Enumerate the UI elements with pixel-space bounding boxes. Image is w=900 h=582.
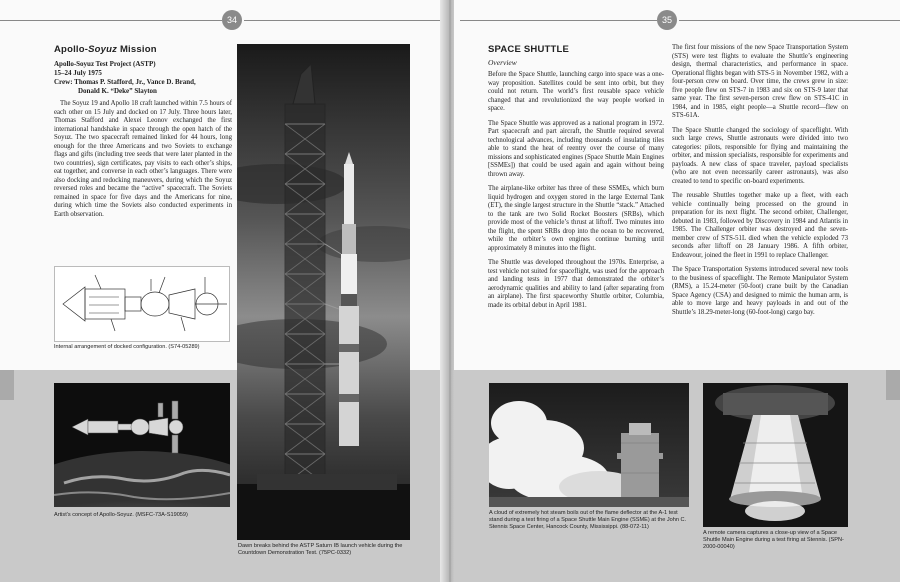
- mission-dates: 15–24 July 1975: [54, 69, 102, 77]
- apollo-soyuz-body: [54, 100, 232, 219]
- apollo-soyuz-concept-drawing: [54, 383, 230, 507]
- apollo-soyuz-concept-image: [54, 383, 230, 507]
- caption-apollo-soyuz-concept: Artist’s concept of Apollo-Soyuz. (MSFC-73A-S19059): [54, 512, 188, 518]
- steam-photo-drawing: [489, 383, 689, 507]
- shuttle-paragraph-6: The Space Shuttle changed the sociology of spaceflight. With such large crews, Shuttle astronauts were divided into two categories: pilots, responsible for flying and maintaining the orbiter, and mission specialists, responsible for experiments and payloads. A new class of space traveler, payload specialists (who are not even necessarily career astronauts), was also created to tend to specific on-board experiments.: [672, 126, 848, 185]
- shuttle-paragraph-7: The reusable Shuttles together make up a fleet, with each vehicle continually being processed on the ground in preparation for its next flight. The second orbiter, Challenger, debuted in 1983, followed by Discovery in 1984 and Atlantis in 1985. The Challenger orbiter was destroyed and the seven-member crew of STS-51L died when the vehicle exploded 73 seconds after liftoff on 28 January 1986. A fifth orbiter, Endeavour, joined the fleet in 1991 to replace Challenger.: [672, 192, 848, 259]
- left-header-rule-2: [244, 20, 440, 21]
- saturn-ib-drawing: [237, 44, 410, 540]
- shuttle-paragraph-5: The first four missions of the new Space Transportation System (STS) were test flights to evaluate the Shuttle’s engineering design, thermal characteristics, and performance in space. Operational flights began with STS-5 in November 1982, with a four-person crew on board. Over time, the crews grew in size: five people flew on STS-7 in 1983 and six on STS-9 later that same year. The first seven-person crew flew on STS-41C in 1984, and in 1985, eight people—a Shuttle record—flew on STS-61A.: [672, 44, 848, 119]
- apollo-soyuz-paragraph: The Soyuz 19 and Apollo 18 craft launched within 7.5 hours of each other on 15 July and docked on 17 July. Three hours later, Thomas Stafford and Alexei Leonov exchanged the first international handshake in space through the open hatch of the Soyuz. The two spacecraft remained linked for 44 hours, long enough for the three Americans and two Soviets to exchange flags and gifts (including tree seeds that were later planted in the two countries), sign certificates, pay visits to each other’s ships, eat together, and converse in each other’s languages. There were also docking and redocking maneuvers, during which the Soyuz reversed roles and became the “active” spacecraft. The Soviets remained in space for five days and the Americans for nine, during which time the Soviets also conducted experiments in Earth observation.: [54, 100, 232, 218]
- caption-steam-photo: A cloud of extremely hot steam boils out of the flame deflector at the A-1 test stand during a test firing of a Space Shuttle Main Engine (SSME) at the John C. Stennis Space Center, Hancock County, Mississippi. (88-072-11): [489, 510, 687, 530]
- page-number-right: 35: [657, 10, 677, 30]
- docked-diagram-drawing: [55, 267, 229, 341]
- section-title-apollo-soyuz: Apollo-Soyuz Mission: [54, 44, 157, 55]
- section-title-space-shuttle: SPACE SHUTTLE: [488, 44, 570, 55]
- ssme-closeup-photo: [703, 383, 848, 527]
- shuttle-paragraph-2: The Space Shuttle was approved as a national program in 1972. Part spacecraft and part aircraft, the Shuttle required several technological advances, including thousands of insulating tiles able to stand the heat of reentry over the course of many missions and sophisticated engines (Space Shuttle Main Engines [SSMEs]) that could be used again and again without being thrown away.: [488, 119, 664, 178]
- shuttle-paragraph-4: The Shuttle was developed throughout the 1970s. Enterprise, a test vehicle not suited for spaceflight, was used for the approach and landing tests in 1977 that demonstrated the orbiter’s aerodynamic qualities and ability to land (after separating from an airplane). The first spaceworthy Shuttle orbiter, Columbia, made its orbital debut in April 1981.: [488, 259, 664, 309]
- left-header-rule: [0, 20, 222, 21]
- ssme-closeup-drawing: [703, 383, 848, 527]
- shuttle-body-col1: [488, 71, 664, 310]
- engine-test-steam-photo: [489, 383, 689, 507]
- space-shuttle-col2: [672, 44, 848, 323]
- mission-name: Apollo-Soyuz Test Project (ASTP): [54, 60, 156, 68]
- shuttle-paragraph-3: The airplane-like orbiter has three of these SSMEs, which burn liquid hydrogen and oxygen stored in the large External Tank (ET), the single largest structure in the Shuttle “stack.” Attached to the tank are two Solid Rocket Boosters (SRBs), which provide most of the vehicle’s thrust at liftoff. Two minutes into the flight, the spent SRBs drop into the ocean to be recovered, while the orbiter’s own engines continue burning until approximately 8 minutes into the flight.: [488, 185, 664, 252]
- page-number-left: 34: [222, 10, 242, 30]
- right-fold-marker: [886, 370, 900, 400]
- right-header-rule: [460, 20, 657, 21]
- caption-saturn-ib: Dawn breaks behind the ASTP Saturn IB launch vehicle during the Countdown Demonstration Test. (75PC-0332): [238, 543, 403, 556]
- saturn-ib-launch-photo: [237, 44, 410, 540]
- space-shuttle-col1: [488, 44, 664, 316]
- left-fold-marker: [0, 370, 14, 400]
- caption-docked-configuration: Internal arrangement of docked configuration. (S74-05289): [54, 344, 200, 350]
- shuttle-body-col2: [672, 44, 848, 317]
- shuttle-paragraph-1: Before the Space Shuttle, launching cargo into space was a one-way proposition. Satellites could be sent into orbit, but they could not return. The world’s first reusable space vehicle changed that and revolutionized the way people worked in space.: [488, 71, 664, 112]
- shuttle-paragraph-8: The Space Transportation Systems introduced several new tools to the business of spaceflight. The Remote Manipulator System (RMS), a 15.24-meter (50-foot) crane built by the Canadian Space Agency (CSA) and designed to mimic the human arm, is able to move large and heavy payloads in and out of the Shuttle’s 18.29-meter-long (60-foot-long) cargo bay.: [672, 266, 848, 316]
- mission-details: [54, 60, 232, 96]
- caption-ssme-closeup: A remote camera captures a close-up view of a Space Shuttle Main Engine during a test firing at Stennis. (SPN-2000-00040): [703, 530, 844, 550]
- apollo-soyuz-section: [54, 44, 232, 225]
- right-header-rule-2: [679, 20, 900, 21]
- section-subtitle-overview: Overview: [488, 58, 517, 67]
- mission-crew: Crew: Thomas P. Stafford, Jr., Vance D. Brand,: [54, 78, 196, 86]
- mission-crew-cont: Donald K. “Deke” Slayton: [78, 87, 157, 95]
- docked-configuration-diagram: [54, 266, 230, 342]
